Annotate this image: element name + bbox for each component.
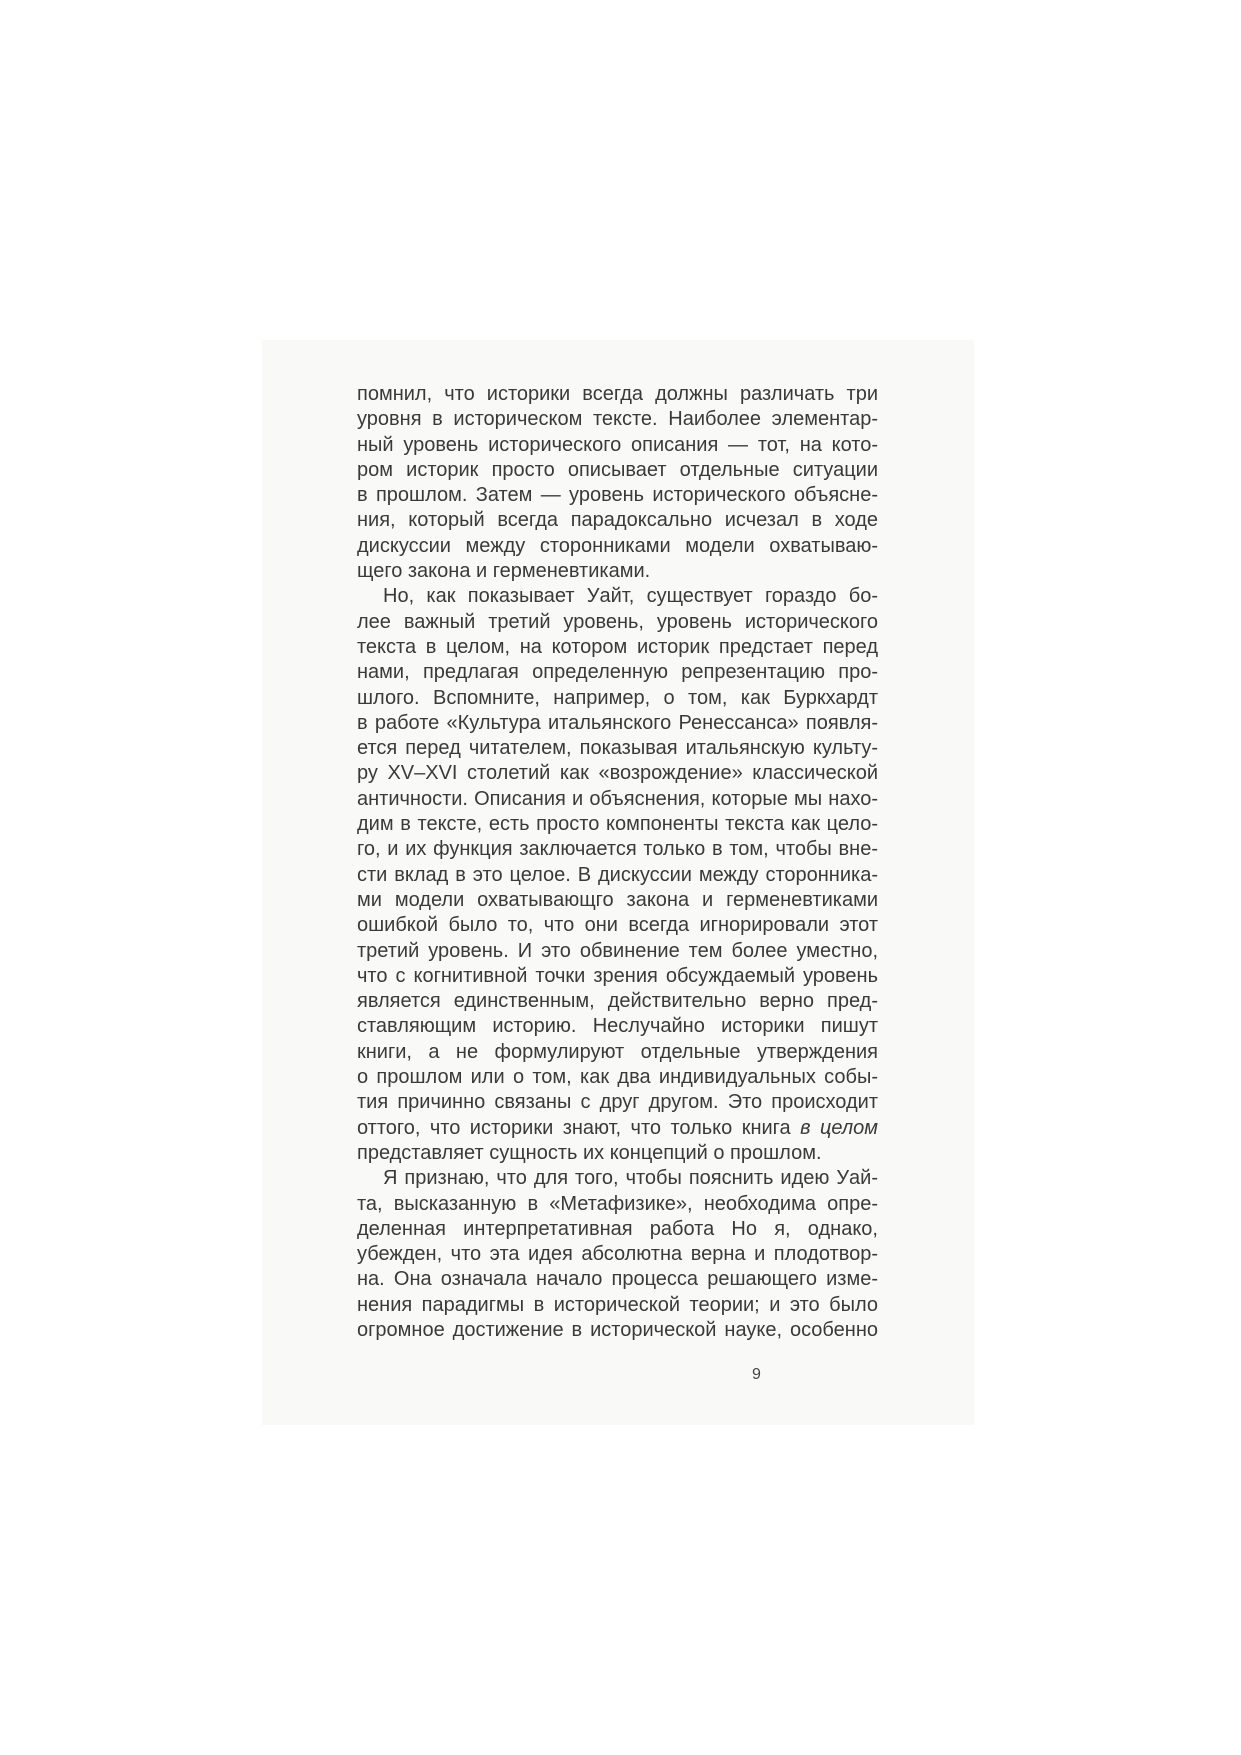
text-line: о прошлом или о том, как два индивидуальных собы- <box>357 1066 878 1089</box>
text-line: помнил, что историки всегда должны различать три <box>357 383 878 405</box>
paragraph <box>357 382 878 584</box>
text-line: уровня в историческом тексте. Наиболее элементар- <box>357 408 878 431</box>
text-line: дим в тексте, есть просто компоненты текста как цело- <box>357 813 878 836</box>
text-line: текста в целом, на котором историк предстает перед <box>357 635 878 658</box>
text-line: в прошлом. Затем — уровень исторического объясне- <box>357 484 878 507</box>
text-line: ный уровень исторического описания — тот, на кото- <box>357 433 878 456</box>
text-line: нами, предлагая определенную репрезентацию про- <box>357 661 878 684</box>
text-line: убежден, что эта идея абсолютна верна и плодотвор- <box>357 1243 878 1266</box>
text-line: та, высказанную в «Метафизике», необходима опре- <box>357 1192 878 1215</box>
text-line: ром историк просто описывает отдельные ситуации <box>357 458 878 481</box>
text-line: ошибкой было то, что они всегда игнорировали этот <box>357 914 878 937</box>
text-line: нения парадигмы в исторической теории; и это было <box>357 1293 878 1316</box>
text-line: огромное достижение в исторической науке, особенно <box>357 1318 878 1341</box>
paragraph <box>357 584 878 1166</box>
text-line: го, и их функция заключается только в том, чтобы вне- <box>357 838 878 861</box>
paragraph <box>357 1166 878 1343</box>
text-line: ется перед читателем, показывая итальянскую культу- <box>357 737 878 760</box>
text-line: на. Она означала начало процесса решающего изме- <box>357 1268 878 1291</box>
text-line: ставляющим историю. Неслучайно историки пишут <box>357 1015 878 1038</box>
body-text <box>357 382 878 1343</box>
text-line: представляет сущность их концепций о прошлом. <box>357 1141 822 1164</box>
text-line: лее важный третий уровень, уровень исторического <box>357 610 878 633</box>
text-line: ру XV–XVI столетий как «возрождение» классической <box>357 762 878 785</box>
text-line: деленная интерпретативная работа Но я, однако, <box>357 1217 878 1240</box>
text-line: шлого. Вспомните, например, о том, как Буркхардт <box>357 686 878 709</box>
text-line: ми модели охватывающго закона и герменевтиками <box>357 888 878 911</box>
text-line: третий уровень. И это обвинение тем более уместно, <box>357 939 878 962</box>
text-fragment: оттого, что историки знают, что только книга <box>357 1116 801 1139</box>
text-line: Но, как показывает Уайт, существует гораздо бо- <box>383 585 878 608</box>
text-line: ния, который всегда парадоксально исчезал в ходе <box>357 509 878 532</box>
text-line: в работе «Культура итальянского Ренессанса» появля- <box>357 711 878 734</box>
text-line: щего закона и герменевтиками. <box>357 560 651 583</box>
text-line: Я признаю, что для того, чтобы пояснить идею Уай- <box>383 1167 878 1190</box>
text-line-with-emphasis <box>357 1116 878 1141</box>
text-line: античности. Описания и объяснения, которые мы нахо- <box>357 787 878 810</box>
text-line: сти вклад в это целое. В дискуссии между сторонника- <box>357 863 878 886</box>
emphasis-text: в целом <box>800 1116 878 1139</box>
text-line: тия причинно связаны с друг другом. Это происходит <box>357 1091 878 1114</box>
page-number: 9 <box>752 1366 761 1383</box>
text-line: книги, а не формулируют отдельные утверждения <box>357 1040 878 1063</box>
text-line: что с когнитивной точки зрения обсуждаемый уровень <box>357 964 878 987</box>
text-line: является единственным, действительно верно пред- <box>357 990 878 1013</box>
text-line: дискуссии между сторонниками модели охватываю- <box>357 534 878 557</box>
